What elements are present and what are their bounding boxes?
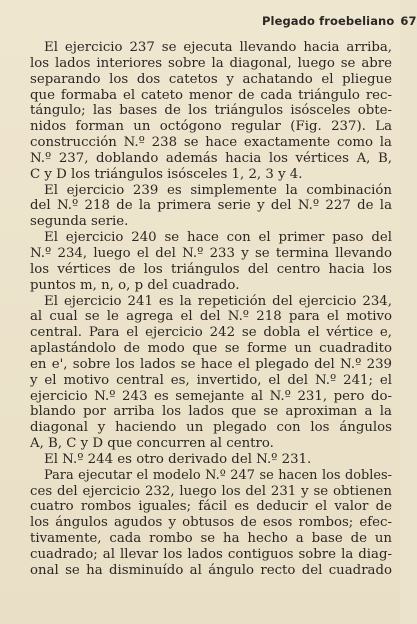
text-line: diagonal y haciendo un plegado con los ángulos [30,420,392,436]
paragraph [30,183,392,231]
page-number: 67 [400,14,417,28]
text-line: A, B, C y D que concurren al centro. [30,436,274,452]
text-line: cuadrado; al llevar los lados contiguos sobre la diag- [30,547,392,562]
body-text [30,40,392,579]
text-line: que formaba el cateto menor de cada triángulo rec- [30,87,392,103]
text-line: tángulo; las bases de los triángulos isósceles obte- [30,103,392,119]
paragraph [30,452,392,468]
running-head-title: Plegado froebeliano [262,14,395,28]
text-line: blando por arriba los lados que se aproximan a la [30,404,392,420]
text-line: los lados interiores sobre la diagonal, luego se abre [30,55,392,71]
paragraph [30,230,392,293]
paragraph [30,468,392,579]
text-line: Para ejecutar el modelo N.º 247 se hacen los dobles- [44,467,392,483]
text-line: El ejercicio 239 es simplemente la combinación [44,182,392,198]
text-line: central. Para el ejercicio 242 se dobla el vértice e, [30,325,392,341]
text-line: puntos m, n, o, p del cuadrado. [30,277,240,293]
text-line: y el motivo central es, invertido, el del N.º 241; el [30,372,392,388]
paragraph [30,40,392,183]
paragraph [30,294,392,452]
text-line: N.º 237, doblando además hacia los vértices A, B, [30,150,392,166]
text-line: los ángulos agudos y obtusos de esos rombos; efec- [30,515,392,531]
text-line: al cual se le agrega el del N.º 218 para el motivo [30,309,392,325]
text-line: en e', sobre los lados se hace el plegado del N.º 239 [30,356,392,372]
text-line: segunda serie. [30,214,129,230]
text-line: del N.º 218 de la primera serie y del N.º 227 de la [30,198,392,214]
text-line: ces del ejercicio 232, luego los del 231 y se obtienen [30,483,392,499]
text-line: aplastándolo de modo que se forme un cuadradito [30,341,392,357]
text-line: El ejercicio 237 se ejecuta llevando hacia arriba, [44,40,392,55]
text-line: N.º 234, luego el del N.º 233 y se termina llevando [30,245,392,261]
running-head [262,14,417,28]
text-line: El ejercicio 240 se hace con el primer paso del [44,230,392,246]
text-line: cuatro rombos iguales; fácil es deducir el valor de [30,499,392,515]
text-line: construcción N.º 238 se hace exactamente como la [30,135,392,151]
text-line: nidos forman un octógono regular (Fig. 237). La [30,119,392,135]
text-line: los vértices de los triángulos del centro hacia los [30,261,392,277]
text-line: El N.º 244 es otro derivado del N.º 231. [44,451,312,467]
text-line: separando los dos catetos y achatando el pliegue [30,71,392,87]
text-line: ejercicio N.º 243 es semejante al N.º 231, pero do- [30,388,392,404]
text-line: C y D los triángulos isósceles 1, 2, 3 y 4. [30,166,303,182]
text-line: onal se ha disminuído al ángulo recto del cuadrado [30,562,392,578]
text-line: tivamente, cada rombo se ha hecho a base de un [30,531,392,547]
text-line: El ejercicio 241 es la repetición del ejercicio 234, [44,293,392,309]
